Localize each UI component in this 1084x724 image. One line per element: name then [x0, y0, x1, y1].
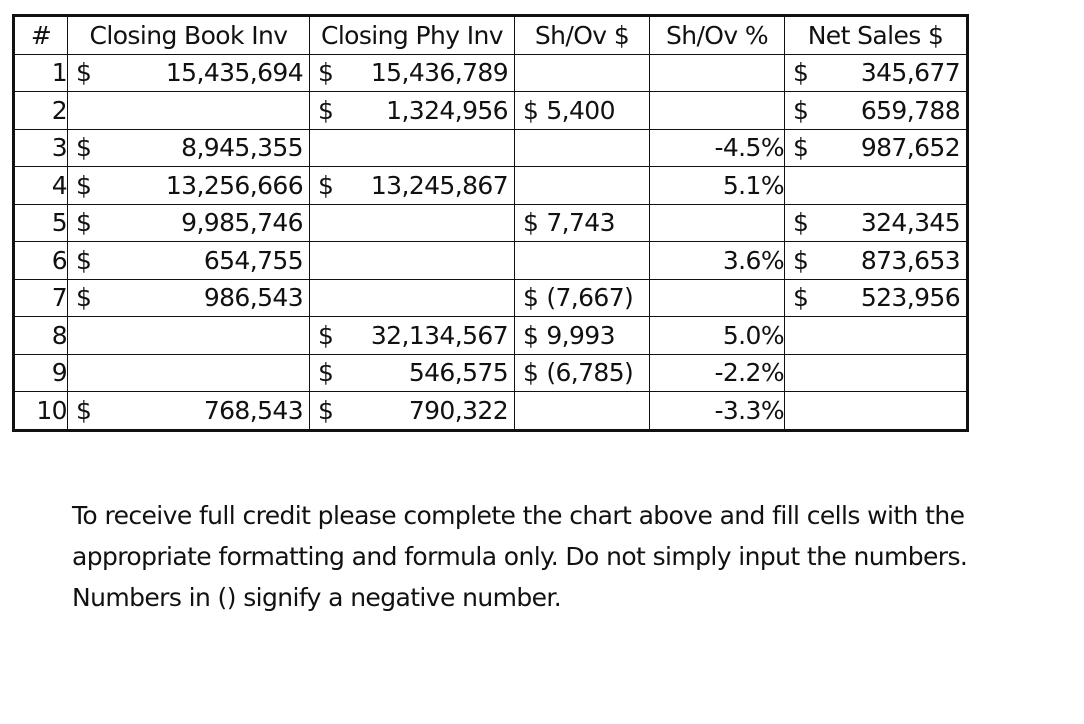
sh-ov-dollar-cell[interactable] [515, 279, 650, 317]
currency-symbol: $ [523, 283, 539, 313]
closing-phy-inv-cell[interactable] [310, 92, 515, 130]
cell-amount: 790,322 [408, 395, 508, 425]
cell-amount: 659,788 [860, 95, 960, 125]
closing-phy-inv-cell[interactable] [310, 204, 515, 242]
net-sales-cell[interactable] [785, 167, 967, 205]
table-row [15, 92, 967, 130]
closing-phy-inv-cell[interactable] [310, 279, 515, 317]
currency-symbol: $ [76, 395, 92, 425]
header-cell-net-sales: Net Sales $ [785, 17, 967, 55]
sh-ov-percent-cell[interactable]: -2.2% [650, 354, 785, 392]
sh-ov-percent-cell[interactable]: -4.5% [650, 129, 785, 167]
currency-symbol: $ [793, 208, 809, 238]
row-number-cell[interactable]: 2 [15, 92, 68, 130]
cell-amount: (6,785) [546, 358, 634, 388]
currency-symbol: $ [523, 320, 539, 350]
net-sales-cell[interactable] [785, 392, 967, 430]
row-number-cell[interactable]: 5 [15, 204, 68, 242]
net-sales-cell[interactable] [785, 204, 967, 242]
closing-phy-inv-cell[interactable] [310, 129, 515, 167]
currency-symbol: $ [523, 95, 539, 125]
header-cell-number: # [15, 17, 68, 55]
closing-phy-inv-cell[interactable] [310, 242, 515, 280]
cell-amount: 32,134,567 [370, 320, 508, 350]
currency-symbol: $ [318, 320, 334, 350]
closing-book-inv-cell[interactable] [68, 242, 310, 280]
cell-amount: 987,652 [860, 133, 960, 163]
instructions-text: To receive full credit please complete the chart above and fill cells with the appropriate formatting and formula only. Do not simply input the numbers. Numbers in () signify a negative number. [72, 501, 968, 612]
row-number-cell[interactable]: 1 [15, 54, 68, 92]
net-sales-cell[interactable] [785, 242, 967, 280]
sh-ov-dollar-cell[interactable] [515, 92, 650, 130]
net-sales-cell[interactable] [785, 317, 967, 355]
currency-symbol: $ [76, 133, 92, 163]
closing-phy-inv-cell[interactable] [310, 392, 515, 430]
sh-ov-dollar-cell[interactable] [515, 354, 650, 392]
currency-symbol: $ [76, 58, 92, 88]
row-number-cell[interactable]: 6 [15, 242, 68, 280]
closing-book-inv-cell[interactable] [68, 54, 310, 92]
cell-amount: 13,245,867 [370, 170, 508, 200]
table-row [15, 54, 967, 92]
closing-book-inv-cell[interactable] [68, 279, 310, 317]
row-number-cell[interactable]: 8 [15, 317, 68, 355]
net-sales-cell[interactable] [785, 129, 967, 167]
header-cell-closing-book-inv: Closing Book Inv [68, 17, 310, 55]
currency-symbol: $ [318, 95, 334, 125]
header-cell-sh-ov-percent: Sh/Ov % [650, 17, 785, 55]
closing-phy-inv-cell[interactable] [310, 167, 515, 205]
sh-ov-dollar-cell[interactable] [515, 129, 650, 167]
net-sales-cell[interactable] [785, 354, 967, 392]
header-cell-sh-ov-dollar: Sh/Ov $ [515, 17, 650, 55]
table-row [15, 242, 967, 280]
header-cell-closing-phy-inv: Closing Phy Inv [310, 17, 515, 55]
sh-ov-dollar-cell[interactable] [515, 392, 650, 430]
table-row [15, 167, 967, 205]
currency-symbol: $ [318, 58, 334, 88]
cell-amount: 13,256,666 [165, 170, 303, 200]
table-row [15, 279, 967, 317]
cell-amount: 7,743 [546, 208, 615, 238]
cell-amount: 768,543 [203, 395, 303, 425]
currency-symbol: $ [523, 358, 539, 388]
row-number-cell[interactable]: 10 [15, 392, 68, 430]
sh-ov-percent-cell[interactable] [650, 204, 785, 242]
table-row [15, 204, 967, 242]
sh-ov-percent-cell[interactable] [650, 92, 785, 130]
sh-ov-dollar-cell[interactable] [515, 167, 650, 205]
currency-symbol: $ [76, 208, 92, 238]
closing-book-inv-cell[interactable] [68, 129, 310, 167]
row-number-cell[interactable]: 7 [15, 279, 68, 317]
currency-symbol: $ [318, 395, 334, 425]
cell-amount: 1,324,956 [386, 95, 508, 125]
currency-symbol: $ [76, 283, 92, 313]
table-body [15, 54, 967, 429]
sh-ov-percent-cell[interactable]: 5.1% [650, 167, 785, 205]
cell-amount: 15,435,694 [165, 58, 303, 88]
table-row [15, 392, 967, 430]
currency-symbol: $ [793, 58, 809, 88]
closing-book-inv-cell[interactable] [68, 392, 310, 430]
net-sales-cell[interactable] [785, 54, 967, 92]
closing-phy-inv-cell[interactable] [310, 317, 515, 355]
sh-ov-percent-cell[interactable]: 5.0% [650, 317, 785, 355]
net-sales-cell[interactable] [785, 279, 967, 317]
cell-amount: 546,575 [408, 358, 508, 388]
currency-symbol: $ [318, 358, 334, 388]
table-row [15, 317, 967, 355]
table-row [15, 129, 967, 167]
header-row [15, 17, 967, 55]
sh-ov-percent-cell[interactable] [650, 54, 785, 92]
currency-symbol: $ [793, 245, 809, 275]
currency-symbol: $ [76, 245, 92, 275]
closing-phy-inv-cell[interactable] [310, 54, 515, 92]
cell-amount: 523,956 [860, 283, 960, 313]
cell-amount: 9,985,746 [181, 208, 303, 238]
closing-book-inv-cell[interactable] [68, 92, 310, 130]
table-row [15, 354, 967, 392]
closing-book-inv-cell[interactable] [68, 354, 310, 392]
sh-ov-percent-cell[interactable]: 3.6% [650, 242, 785, 280]
cell-amount: 873,653 [860, 245, 960, 275]
inventory-table [14, 16, 967, 430]
sh-ov-dollar-cell[interactable] [515, 204, 650, 242]
cell-amount: 5,400 [546, 95, 615, 125]
cell-amount: 15,436,789 [370, 58, 508, 88]
row-number-cell[interactable]: 3 [15, 129, 68, 167]
sh-ov-percent-cell[interactable] [650, 279, 785, 317]
cell-amount: 9,993 [546, 320, 615, 350]
currency-symbol: $ [793, 95, 809, 125]
sh-ov-dollar-cell[interactable] [515, 317, 650, 355]
cell-amount: 345,677 [860, 58, 960, 88]
cell-amount: (7,667) [546, 283, 634, 313]
closing-book-inv-cell[interactable] [68, 167, 310, 205]
net-sales-cell[interactable] [785, 92, 967, 130]
closing-book-inv-cell[interactable] [68, 317, 310, 355]
currency-symbol: $ [76, 170, 92, 200]
currency-symbol: $ [793, 133, 809, 163]
currency-symbol: $ [793, 283, 809, 313]
sh-ov-percent-cell[interactable]: -3.3% [650, 392, 785, 430]
currency-symbol: $ [318, 170, 334, 200]
cell-amount: 8,945,355 [181, 133, 303, 163]
row-number-cell[interactable]: 9 [15, 354, 68, 392]
sh-ov-dollar-cell[interactable] [515, 54, 650, 92]
sh-ov-dollar-cell[interactable] [515, 242, 650, 280]
closing-book-inv-cell[interactable] [68, 204, 310, 242]
closing-phy-inv-cell[interactable] [310, 354, 515, 392]
cell-amount: 986,543 [203, 283, 303, 313]
cell-amount: 324,345 [860, 208, 960, 238]
cell-amount: 654,755 [203, 245, 303, 275]
row-number-cell[interactable]: 4 [15, 167, 68, 205]
currency-symbol: $ [523, 208, 539, 238]
